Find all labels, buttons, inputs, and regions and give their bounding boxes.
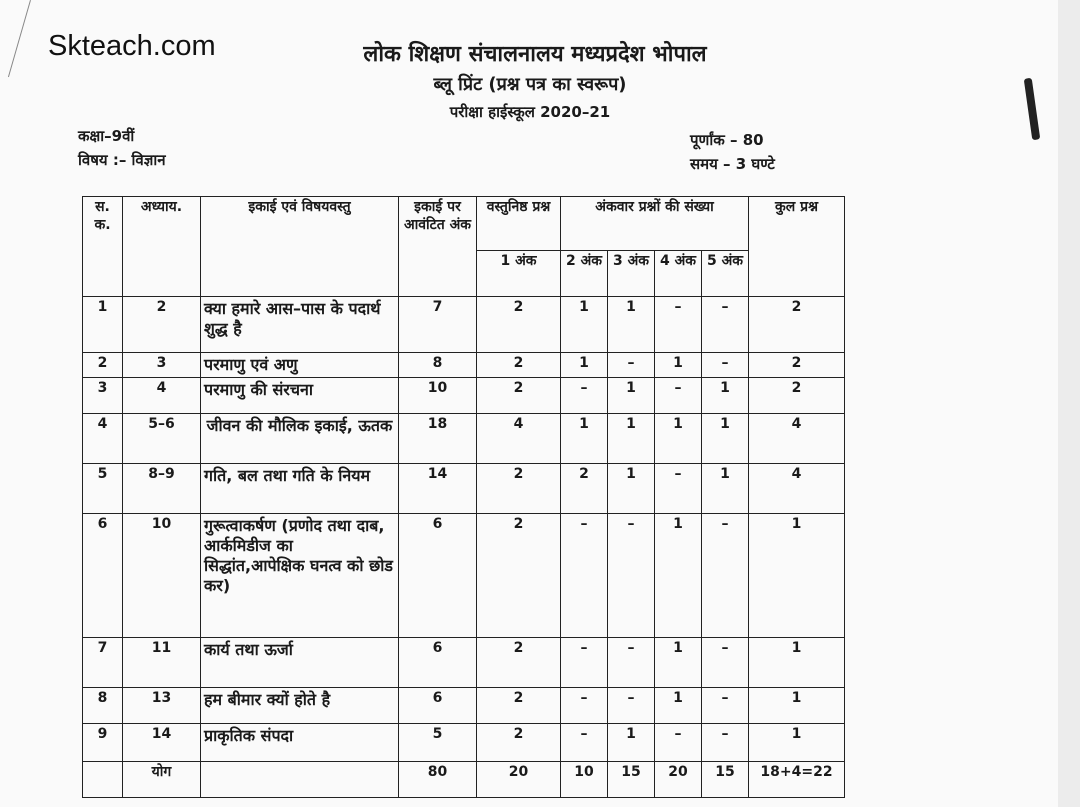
cell-total: 1 [749, 514, 845, 638]
full-marks-label: पूर्णांक – 80 [690, 131, 764, 149]
cell-5-marks: 1 [702, 414, 749, 464]
cell-total: 2 [749, 378, 845, 414]
cell-unit: परमाणु की संरचना [201, 378, 399, 414]
cell-sno: 4 [83, 414, 123, 464]
footer-4-marks: 20 [655, 762, 702, 798]
table-row [83, 414, 845, 464]
cell-chapter: 11 [123, 638, 201, 688]
cell-3-marks: – [608, 514, 655, 638]
cell-4-marks: – [655, 464, 702, 514]
cell-chapter: 14 [123, 724, 201, 762]
cell-objective: 2 [477, 638, 561, 688]
cell-total: 4 [749, 464, 845, 514]
cell-chapter: 3 [123, 353, 201, 378]
cell-4-marks: 1 [655, 414, 702, 464]
cell-total: 1 [749, 688, 845, 724]
cell-marks: 14 [399, 464, 477, 514]
cell-5-marks: 1 [702, 464, 749, 514]
cell-4-marks: – [655, 297, 702, 353]
cell-3-marks: – [608, 638, 655, 688]
page-edge [1058, 0, 1080, 807]
cell-5-marks: – [702, 724, 749, 762]
cell-5-marks: – [702, 514, 749, 638]
cell-3-marks: – [608, 353, 655, 378]
table-footer-row [83, 762, 845, 798]
cell-chapter: 8–9 [123, 464, 201, 514]
cell-total: 2 [749, 297, 845, 353]
footer-5-marks: 15 [702, 762, 749, 798]
cell-objective: 2 [477, 514, 561, 638]
cell-sno: 5 [83, 464, 123, 514]
cell-objective: 2 [477, 353, 561, 378]
cell-4-marks: – [655, 378, 702, 414]
cell-marks: 7 [399, 297, 477, 353]
header-objective-sub: 1 अंक [477, 251, 561, 297]
footer-3-marks: 15 [608, 762, 655, 798]
cell-5-marks: – [702, 688, 749, 724]
cell-3-marks: 1 [608, 724, 655, 762]
cell-unit: क्या हमारे आस–पास के पदार्थ शुद्ध है [201, 297, 399, 353]
cell-marks: 10 [399, 378, 477, 414]
cell-chapter: 10 [123, 514, 201, 638]
cell-marks: 6 [399, 514, 477, 638]
header-unit: इकाई एवं विषयवस्तु [201, 197, 399, 297]
header-marks: इकाई पर आवंटित अंक [399, 197, 477, 297]
cell-2-marks: 1 [561, 297, 608, 353]
cell-unit [201, 762, 399, 798]
cell-unit: जीवन की मौलिक इकाई, ऊतक [201, 414, 399, 464]
cell-total: 1 [749, 638, 845, 688]
cell-marks: 6 [399, 688, 477, 724]
footer-marks: 80 [399, 762, 477, 798]
footer-objective: 20 [477, 762, 561, 798]
table-row [83, 514, 845, 638]
cell-4-marks: – [655, 724, 702, 762]
cell-marks: 18 [399, 414, 477, 464]
cell-unit: हम बीमार क्यों होते है [201, 688, 399, 724]
cell-sno: 8 [83, 688, 123, 724]
table-row [83, 378, 845, 414]
header-total: कुल प्रश्न [749, 197, 845, 297]
watermark: Skteach.com [48, 30, 216, 62]
cell-objective: 4 [477, 414, 561, 464]
header-2-marks: 2 अंक [561, 251, 608, 297]
cell-sno: 7 [83, 638, 123, 688]
cell-3-marks: 1 [608, 378, 655, 414]
cell-unit: गति, बल तथा गति के नियम [201, 464, 399, 514]
cell-sno: 1 [83, 297, 123, 353]
cell-5-marks: – [702, 297, 749, 353]
cell-3-marks: 1 [608, 297, 655, 353]
cell-2-marks: – [561, 638, 608, 688]
time-label: समय – 3 घण्टे [690, 155, 775, 173]
header-5-marks: 5 अंक [702, 251, 749, 297]
blueprint-table [82, 196, 845, 798]
cell-2-marks: – [561, 688, 608, 724]
subject-label: विषय :– विज्ञान [78, 151, 166, 169]
cell-sno: 2 [83, 353, 123, 378]
table-row [83, 464, 845, 514]
header-3-marks: 3 अंक [608, 251, 655, 297]
header-4-marks: 4 अंक [655, 251, 702, 297]
header-blueprint: ब्लू प्रिंट (प्रश्न पत्र का स्वरूप) [433, 74, 627, 95]
cell-unit: प्राकृतिक संपदा [201, 724, 399, 762]
header-department: लोक शिक्षण संचालनालय मध्यप्रदेश भोपाल [363, 42, 707, 67]
cell-3-marks: – [608, 688, 655, 724]
table-row [83, 724, 845, 762]
cell-chapter: 5–6 [123, 414, 201, 464]
header-sno: स. क. [83, 197, 123, 297]
cell-sno: 3 [83, 378, 123, 414]
header-exam: परीक्षा हाईस्कूल 2020–21 [449, 103, 611, 121]
cell-chapter: 4 [123, 378, 201, 414]
cell-chapter: 2 [123, 297, 201, 353]
cell-objective: 2 [477, 378, 561, 414]
cell-total: 1 [749, 724, 845, 762]
cell-2-marks: 1 [561, 353, 608, 378]
cell-objective: 2 [477, 297, 561, 353]
cell-objective: 2 [477, 688, 561, 724]
cell-2-marks: – [561, 724, 608, 762]
class-label: कक्षा–9वीं [78, 127, 135, 145]
table-row [83, 638, 845, 688]
cell-4-marks: 1 [655, 638, 702, 688]
cell-sno: 6 [83, 514, 123, 638]
cell-chapter: 13 [123, 688, 201, 724]
cell-marks: 6 [399, 638, 477, 688]
footer-total: 18+4=22 [749, 762, 845, 798]
cell-marks: 5 [399, 724, 477, 762]
cell-total: 4 [749, 414, 845, 464]
cell-total: 2 [749, 353, 845, 378]
cell-2-marks: 2 [561, 464, 608, 514]
table-row [83, 297, 845, 353]
cell-objective: 2 [477, 464, 561, 514]
cell-sno: 9 [83, 724, 123, 762]
table-row [83, 353, 845, 378]
cell-unit: परमाणु एवं अणु [201, 353, 399, 378]
cell-4-marks: 1 [655, 688, 702, 724]
cell-sno [83, 762, 123, 798]
cell-unit: गुरूत्वाकर्षण (प्रणोद तथा दाब, आर्कमिडीज का सिद्धांत,आपेक्षिक घनत्व को छोड कर) [201, 514, 399, 638]
table-row [83, 688, 845, 724]
cell-5-marks: – [702, 353, 749, 378]
footer-2-marks: 10 [561, 762, 608, 798]
cell-4-marks: 1 [655, 514, 702, 638]
cell-3-marks: 1 [608, 464, 655, 514]
cell-5-marks: 1 [702, 378, 749, 414]
cell-marks: 8 [399, 353, 477, 378]
cell-2-marks: – [561, 378, 608, 414]
header-markwise: अंकवार प्रश्नों की संख्या [561, 197, 749, 251]
cell-4-marks: 1 [655, 353, 702, 378]
cell-objective: 2 [477, 724, 561, 762]
cell-2-marks: – [561, 514, 608, 638]
header-objective: वस्तुनिष्ठ प्रश्न [477, 197, 561, 251]
cell-3-marks: 1 [608, 414, 655, 464]
cell-5-marks: – [702, 638, 749, 688]
footer-label: योग [123, 762, 201, 798]
cell-unit: कार्य तथा ऊर्जा [201, 638, 399, 688]
header-chapter: अध्याय. [123, 197, 201, 297]
cell-2-marks: 1 [561, 414, 608, 464]
